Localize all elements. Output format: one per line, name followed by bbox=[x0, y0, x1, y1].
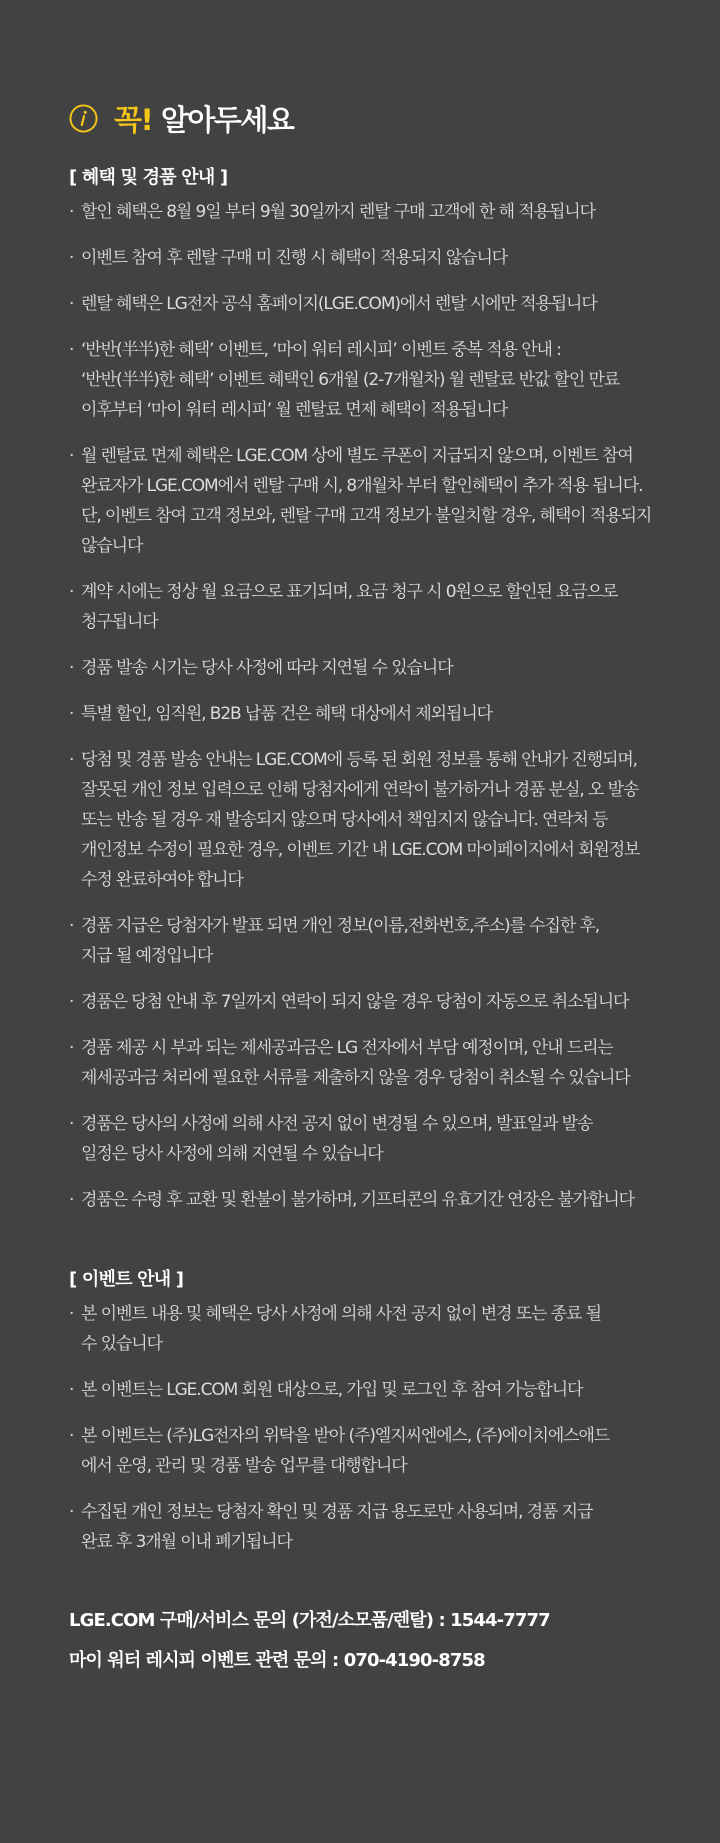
list-item-line: 또는 반송 될 경우 재 발송되지 않으며 당사에서 책임지지 않습니다. 연락처 등 bbox=[81, 810, 608, 830]
list-item bbox=[69, 441, 709, 561]
list-item bbox=[69, 1185, 709, 1215]
list-item-line: ‘반반(半半)한 혜택’ 이벤트 혜택인 6개월 (2-7개월차) 월 렌탈료 반값 할인 만료 bbox=[81, 370, 620, 390]
list-item-line: · 경품 발송 시기는 당사 사정에 따라 지연될 수 있습니다 bbox=[81, 658, 453, 678]
list-item-line: · 수집된 개인 정보는 당첨자 확인 및 경품 지급 용도로만 사용되며, 경품 지급 bbox=[81, 1502, 593, 1522]
benefits-list bbox=[69, 197, 709, 1215]
list-item bbox=[69, 335, 709, 425]
list-item-line: · 할인 혜택은 8월 9일 부터 9월 30일까지 렌탈 구매 고객에 한 해 적용됩니다 bbox=[81, 202, 595, 222]
list-item bbox=[69, 1033, 709, 1093]
list-item-line: · 경품은 당사의 사정에 의해 사전 공지 없이 변경될 수 있으며, 발표일과 발송 bbox=[81, 1114, 593, 1134]
list-item-line: 완료 후 3개월 이내 폐기됩니다 bbox=[81, 1532, 292, 1552]
list-item bbox=[69, 289, 709, 319]
list-item bbox=[69, 1497, 709, 1557]
list-item-line: 완료자가 LGE.COM에서 렌탈 구매 시, 8개월차 부터 할인혜택이 추가 적용 됩니다. bbox=[81, 476, 643, 496]
list-item bbox=[69, 745, 709, 895]
list-item-line: 지급 될 예정입니다 bbox=[81, 946, 213, 966]
notice-title-row bbox=[69, 96, 709, 140]
list-item bbox=[69, 911, 709, 971]
list-item-line: · 본 이벤트는 (주)LG전자의 위탁을 받아 (주)엘지씨엔에스, (주)에이치에스애드 bbox=[81, 1426, 610, 1446]
list-item-line: 않습니다 bbox=[81, 536, 143, 556]
lge-contact-line: LGE.COM 구매/서비스 문의 (가전/소모품/렌탈) : 1544-7777 bbox=[69, 1610, 550, 1631]
event-section-heading: [ 이벤트 안내 ] bbox=[69, 1269, 184, 1290]
list-item-line: 일정은 당사 사정에 의해 지연될 수 있습니다 bbox=[81, 1144, 383, 1164]
list-item-line: · 당첨 및 경품 발송 안내는 LGE.COM에 등록 된 회원 정보를 통해 안내가 진행되며, bbox=[81, 750, 637, 770]
list-item-line: 수정 완료하여야 합니다 bbox=[81, 870, 243, 890]
event-contact-line: 마이 워터 레시피 이벤트 관련 문의 : 070-4190-8758 bbox=[69, 1650, 485, 1671]
list-item-line: · 월 렌탈료 면제 혜택은 LGE.COM 상에 별도 쿠폰이 지급되지 않으며, 이벤트 참여 bbox=[81, 446, 633, 466]
list-item bbox=[69, 197, 709, 227]
list-item-line: · 본 이벤트 내용 및 혜택은 당사 사정에 의해 사전 공지 없이 변경 또는 종료 될 bbox=[81, 1304, 601, 1324]
list-item-line: 수 있습니다 bbox=[81, 1334, 162, 1354]
notice-title-text: 알아두세요 bbox=[160, 102, 294, 137]
list-item-line: 에서 운영, 관리 및 경품 발송 업무를 대행합니다 bbox=[81, 1456, 407, 1476]
list-item bbox=[69, 1375, 709, 1405]
list-item-line: · 경품은 당첨 안내 후 7일까지 연락이 되지 않을 경우 당첨이 자동으로 취소됩니다 bbox=[81, 992, 629, 1012]
list-item-line: · 렌탈 혜택은 LG전자 공식 홈페이지(LGE.COM)에서 렌탈 시에만 적용됩니다 bbox=[81, 294, 597, 314]
list-item bbox=[69, 987, 709, 1017]
list-item bbox=[69, 243, 709, 273]
notice-title bbox=[114, 98, 293, 139]
list-item-line: · ‘반반(半半)한 혜택’ 이벤트, ‘마이 워터 레시피’ 이벤트 중복 적용 안내 : bbox=[81, 340, 561, 360]
benefits-section-heading: [ 혜택 및 경품 안내 ] bbox=[69, 167, 228, 188]
list-item bbox=[69, 577, 709, 637]
list-item-line: · 경품 지급은 당첨자가 발표 되면 개인 정보(이름,전화번호,주소)를 수집한 후, bbox=[81, 916, 600, 936]
notice-title-accent: 꼭! bbox=[114, 102, 153, 137]
list-item-line: 청구됩니다 bbox=[81, 612, 158, 632]
notice-panel bbox=[69, 96, 709, 1681]
list-item bbox=[69, 1421, 709, 1481]
list-item-line: 개인정보 수정이 필요한 경우, 이벤트 기간 내 LGE.COM 마이페이지에서 회원정보 bbox=[81, 840, 640, 860]
info-icon bbox=[69, 104, 98, 133]
list-item-line: 단, 이벤트 참여 고객 정보와, 렌탈 구매 고객 정보가 불일치할 경우, 혜택이 적용되지 bbox=[81, 506, 652, 526]
contact-info bbox=[69, 1601, 709, 1681]
list-item-line: 잘못된 개인 정보 입력으로 인해 당첨자에게 연락이 불가하거나 경품 분실, 오 발송 bbox=[81, 780, 639, 800]
list-item bbox=[69, 699, 709, 729]
list-item-line: · 경품은 수령 후 교환 및 환불이 불가하며, 기프티콘의 유효기간 연장은 불가합니다 bbox=[81, 1190, 634, 1210]
list-item-line: · 경품 제공 시 부과 되는 제세공과금은 LG 전자에서 부담 예정이며, 안내 드리는 bbox=[81, 1038, 613, 1058]
list-item-line: · 본 이벤트는 LGE.COM 회원 대상으로, 가입 및 로그인 후 참여 가능합니다 bbox=[81, 1380, 583, 1400]
list-item-line: 이후부터 ‘마이 워터 레시피’ 월 렌탈료 면제 혜택이 적용됩니다 bbox=[81, 400, 508, 420]
list-item-line: · 특별 할인, 임직원, B2B 납품 건은 혜택 대상에서 제외됩니다 bbox=[81, 704, 492, 724]
list-item-line: · 계약 시에는 정상 월 요금으로 표기되며, 요금 청구 시 0원으로 할인된 요금으로 bbox=[81, 582, 618, 602]
list-item-line: 제세공과금 처리에 필요한 서류를 제출하지 않을 경우 당첨이 취소될 수 있습니다 bbox=[81, 1068, 630, 1088]
list-item-line: · 이벤트 참여 후 렌탈 구매 미 진행 시 혜택이 적용되지 않습니다 bbox=[81, 248, 508, 268]
event-info-list bbox=[69, 1299, 709, 1557]
list-item bbox=[69, 1109, 709, 1169]
list-item bbox=[69, 1299, 709, 1359]
list-item bbox=[69, 653, 709, 683]
